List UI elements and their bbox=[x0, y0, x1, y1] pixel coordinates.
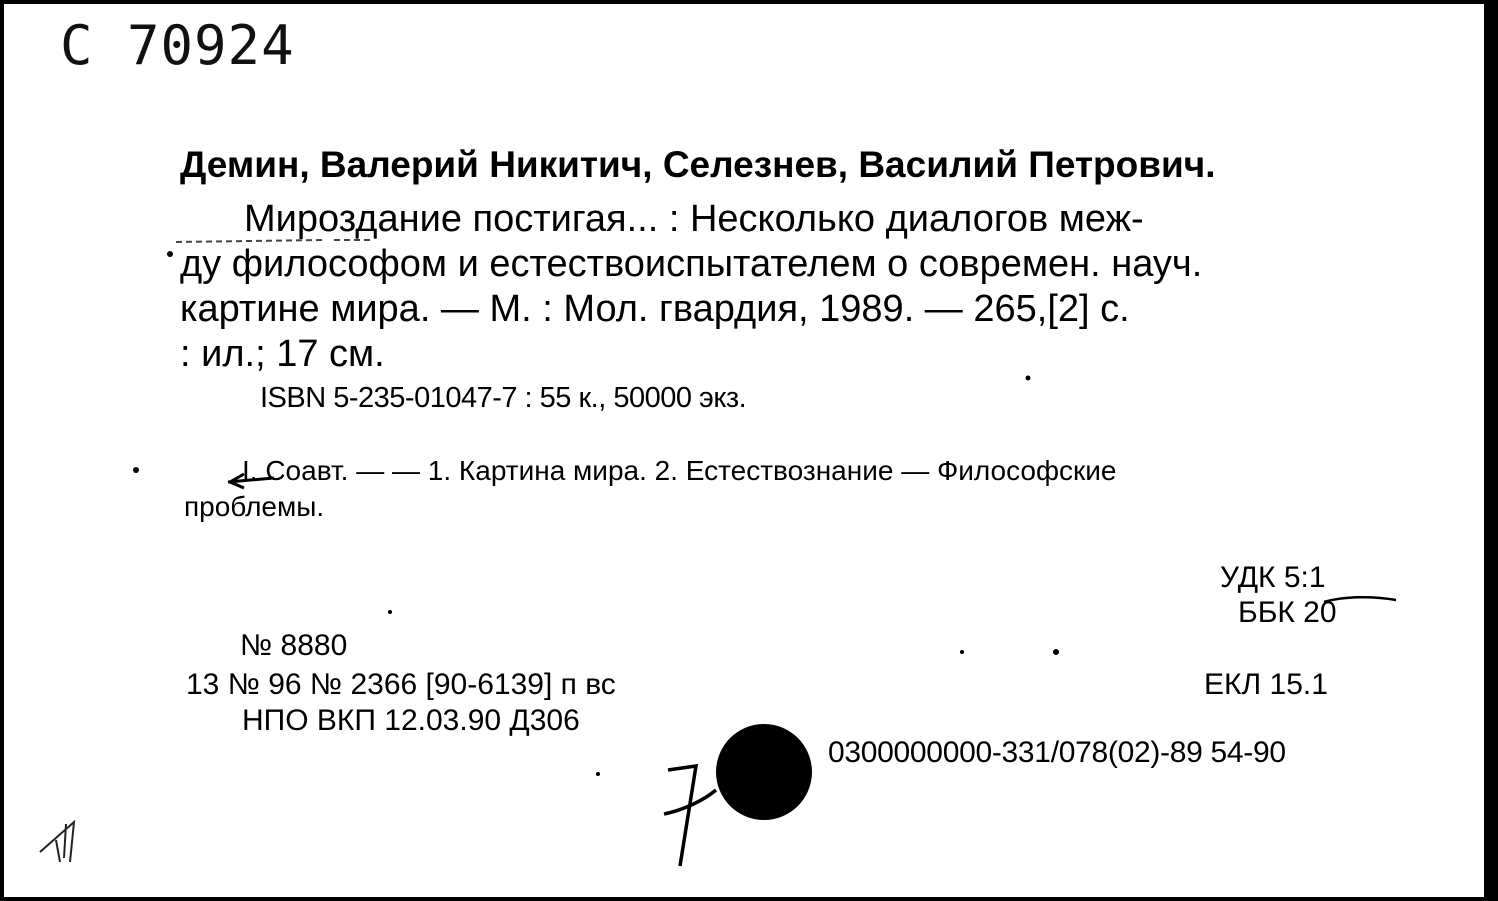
speck bbox=[960, 650, 964, 654]
print-info-line: 13 № 96 № 2366 [90-6139] п вс bbox=[186, 668, 616, 701]
udk-code: УДК 5:1 bbox=[1220, 561, 1326, 594]
pencil-mark bbox=[40, 822, 74, 862]
catalog-card bbox=[4, 4, 1484, 897]
handwritten-seven bbox=[664, 766, 716, 866]
subject-line: I. Соавт. — — 1. Картина мира. 2. Естествознание — Философские bbox=[242, 455, 1117, 486]
title-line: : ил.; 17 см. bbox=[180, 333, 385, 375]
order-number: № 8880 bbox=[240, 629, 348, 662]
speck bbox=[167, 251, 173, 257]
bbk-code: ББК 20 bbox=[1238, 596, 1337, 629]
title-line: ду философом и естествоиспытателем о современ. науч. bbox=[180, 243, 1203, 285]
speck bbox=[1053, 649, 1059, 655]
isbn-line: ISBN 5-235-01047-7 : 55 к., 50000 экз. bbox=[260, 382, 747, 414]
speck bbox=[1026, 376, 1031, 381]
title-line: картине мира. — М. : Мол. гвардия, 1989. — 265,[2] с. bbox=[180, 288, 1130, 330]
speck bbox=[596, 772, 600, 776]
title-line: Мироздание постигая... : Несколько диалогов меж- bbox=[244, 198, 1144, 240]
ekl-code: ЕКЛ 15.1 bbox=[1204, 668, 1328, 701]
handwritten-marks bbox=[4, 4, 1484, 897]
pencil-flourish bbox=[1324, 597, 1396, 602]
pencil-arrow bbox=[228, 474, 274, 488]
pencil-underline bbox=[176, 240, 372, 242]
speck bbox=[388, 610, 392, 614]
subject-line: проблемы. bbox=[184, 491, 325, 522]
npo-line: НПО ВКП 12.03.90 Д306 bbox=[242, 704, 580, 737]
author-heading: Демин, Валерий Никитич, Селезнев, Василий Петрович. bbox=[180, 144, 1216, 185]
index-code: 0300000000-331/078(02)-89 54-90 bbox=[828, 736, 1286, 769]
call-number: С 70924 bbox=[60, 14, 295, 77]
speck bbox=[133, 467, 139, 473]
